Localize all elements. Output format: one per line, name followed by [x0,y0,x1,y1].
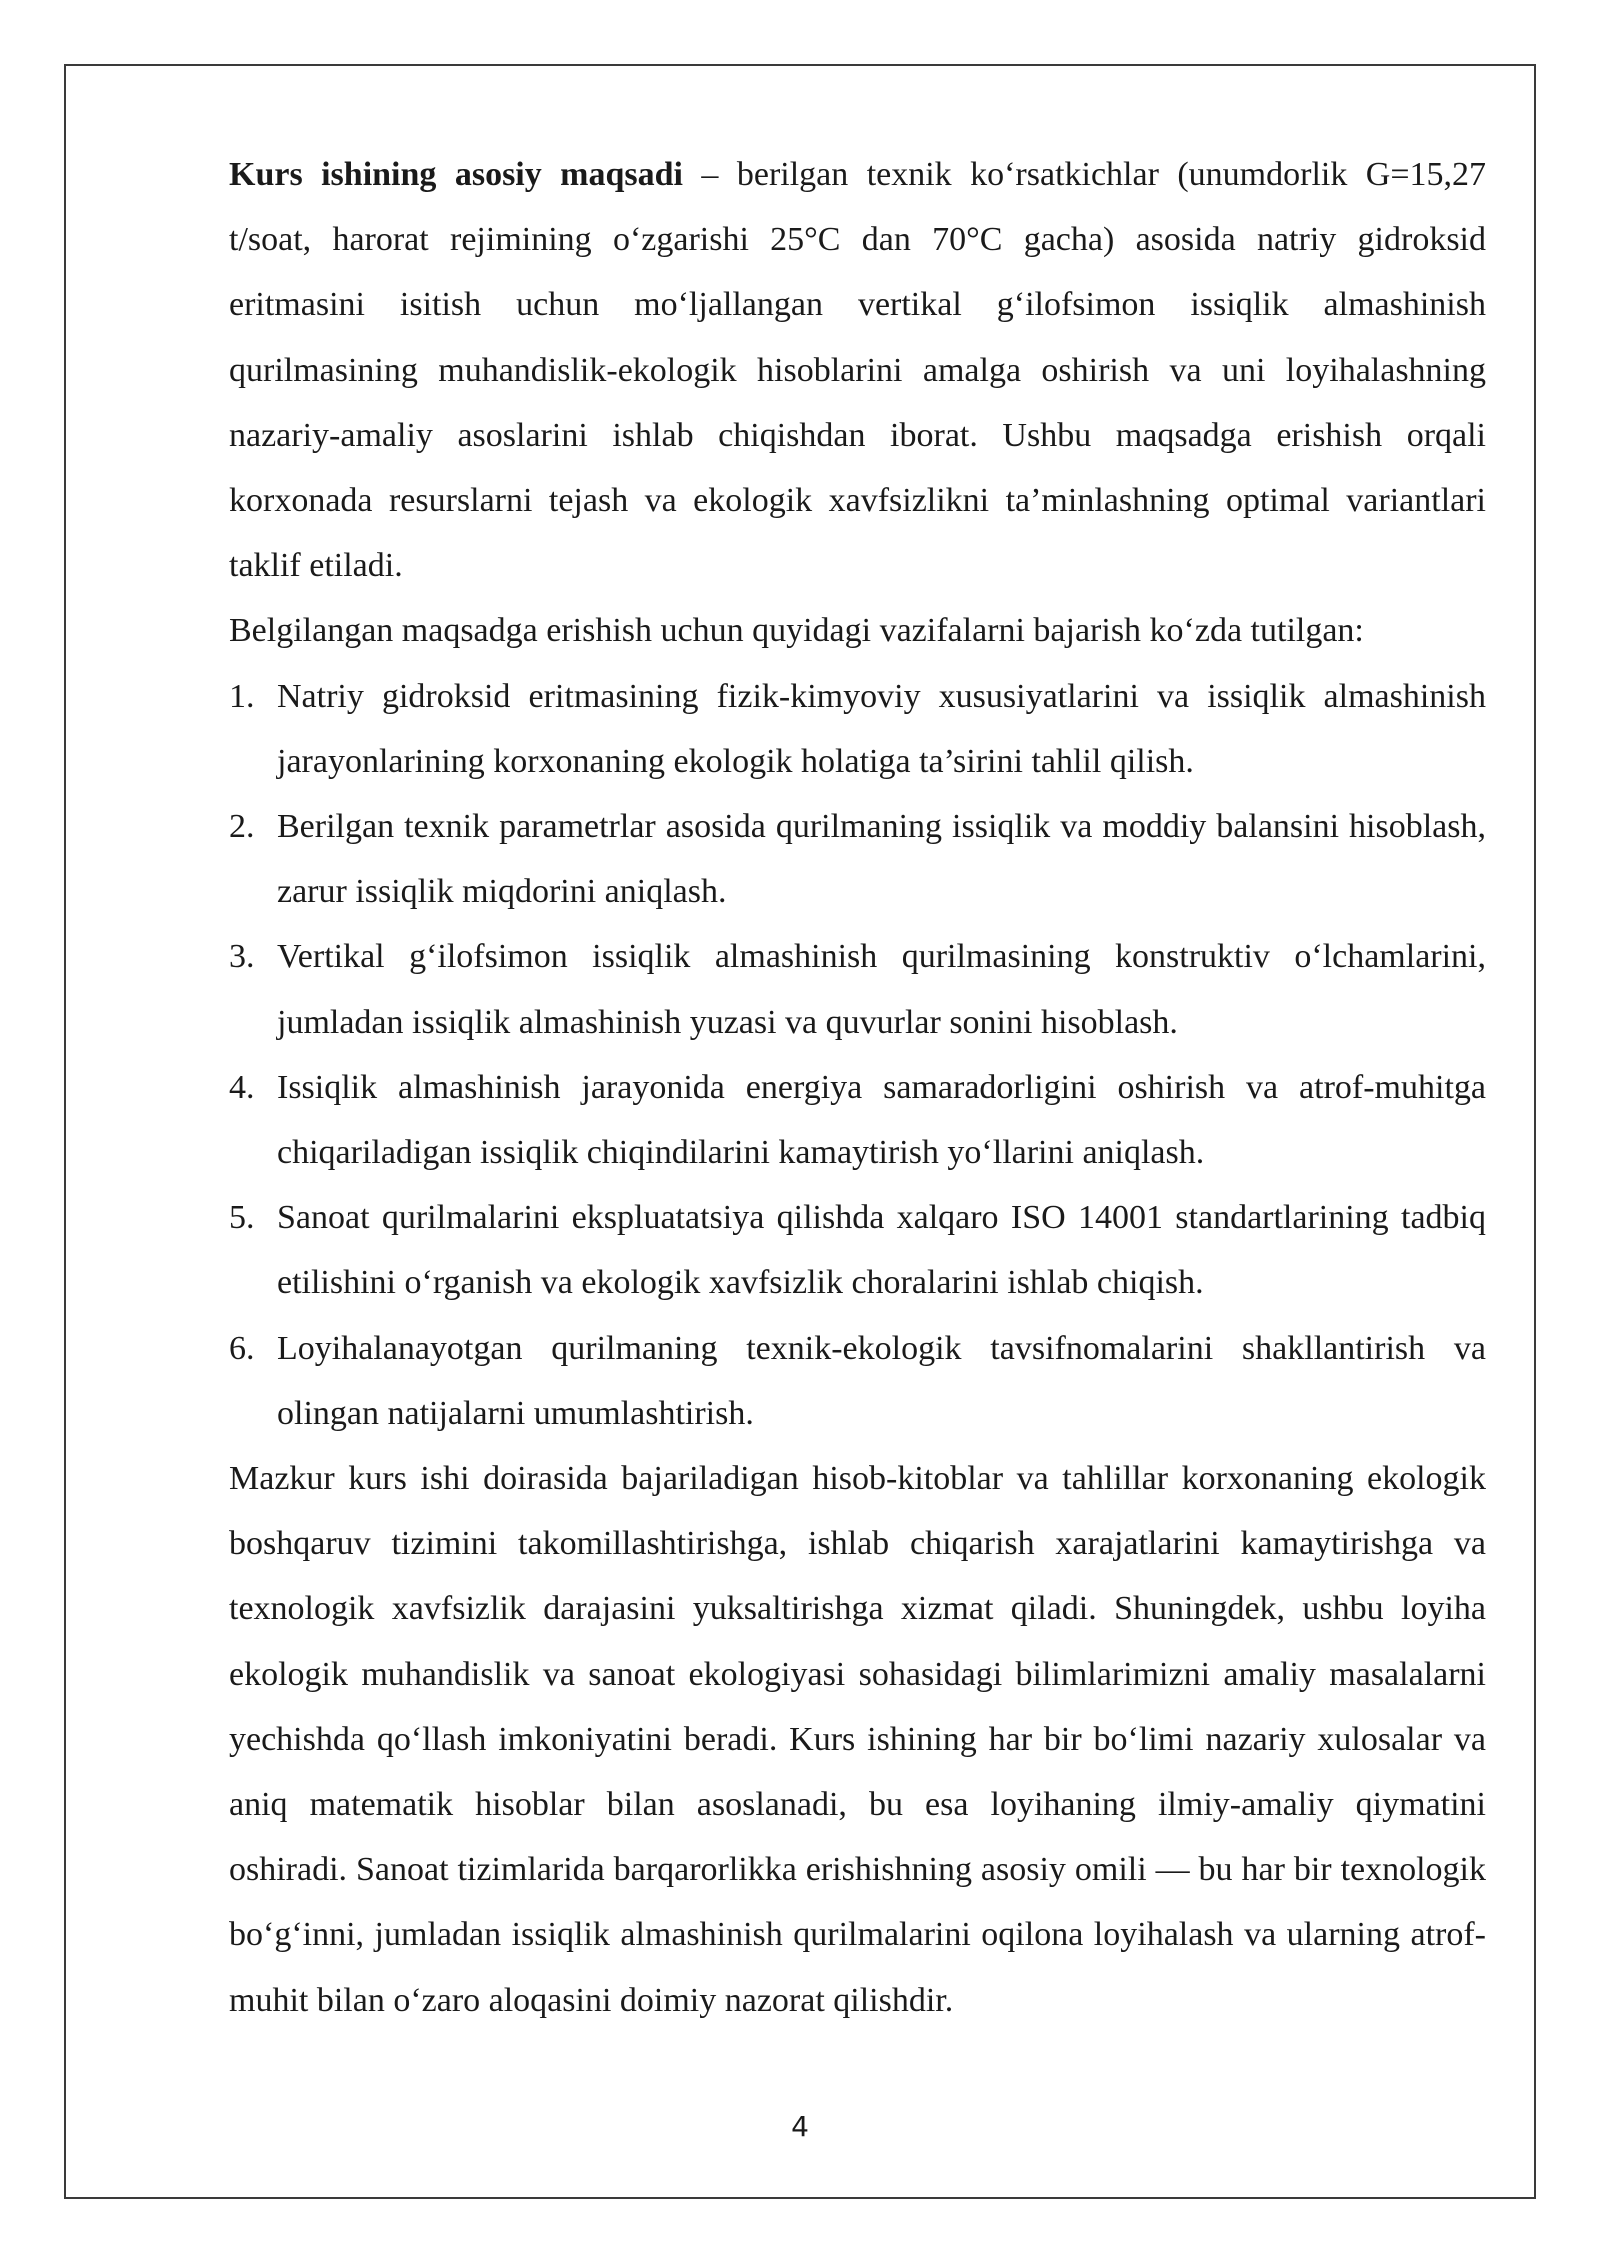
intro-text: – berilgan texnik ko‘rsatkichlar (unumdorlik G=15,27 t/soat, harorat rejimining o‘zgarishi 25°C dan 70°C gacha) asosida natriy gidroksid eritmasini isitish uchun mo‘ljallangan vertikal g‘ilofsimon issiqlik almashinish qurilmasining muhandislik-ekologik hisoblarini amalga oshirish va uni loyihalashning nazariy-amaliy asoslarini ishlab chiqishdan iborat. Ushbu maqsadga erishish orqali korxonada resurslarni tejash va ekologik xavfsizlikni ta’minlashning optimal variantlari taklif etiladi. [229,156,1486,585]
list-item-number: 3. [229,938,255,976]
list-item [229,664,1486,794]
list-item-number: 1. [229,677,255,715]
list-item-number: 6. [229,1329,255,1367]
list-item-text: Natriy gidroksid eritmasining fizik-kimyoviy xususiyatlarini va issiqlik almashinish jarayonlarining korxonaning ekologik holatiga ta’sirini tahlil qilish. [277,677,1486,780]
list-item-number: 2. [229,808,255,846]
conclusion-paragraph: Mazkur kurs ishi doirasida bajariladigan hisob-kitoblar va tahlillar korxonaning ekologik boshqaruv tizimini takomillashtirishga, ishlab chiqarish xarajatlarini kamaytirishga va texnologik xavfsizlik darajasini yuksaltirishga xizmat qiladi. Shuningdek, ushbu loyiha ekologik muhandislik va sanoat ekologiyasi sohasidagi bilimlarimizni amaliy masalalarni yechishda qo‘llash imkoniyatini beradi. Kurs ishining har bir bo‘limi nazariy xulosalar va aniq matematik hisoblar bilan asoslanadi, bu esa loyihaning ilmiy-amaliy qiymatini oshiradi. Sanoat tizimlarida barqarorlikka erishishning asosiy omili — bu har bir texnologik bo‘g‘inni, jumladan issiqlik almashinish qurilmalarini oqilona loyihalash va ularning atrof-muhit bilan o‘zaro aloqasini doimiy nazorat qilishdir. [229,1460,1486,2019]
list-item-number: 5. [229,1199,255,1237]
list-item-text: Sanoat qurilmalarini ekspluatatsiya qilishda xalqaro ISO 14001 standartlarining tadbiq etilishini o‘rganish va ekologik xavfsizlik choralarini ishlab chiqish. [277,1199,1486,1302]
list-item-text: Vertikal g‘ilofsimon issiqlik almashinish qurilmasining konstruktiv o‘lchamlarini, jumladan issiqlik almashinish yuzasi va quvurlar sonini hisoblash. [277,938,1486,1041]
list-item-text: Berilgan texnik parametrlar asosida qurilmaning issiqlik va moddiy balansini hisoblash, zarur issiqlik miqdorini aniqlash. [277,808,1486,911]
list-item-text: Loyihalanayotgan qurilmaning texnik-ekologik tavsifnomalarini shakllantirish va olingan natijalarni umumlashtirish. [277,1329,1486,1432]
page-number: 4 [791,2110,809,2143]
task-list [229,664,1486,1446]
list-item [229,924,1486,1054]
list-item-text: Issiqlik almashinish jarayonida energiya samaradorligini oshirish va atrof-muhitga chiqariladigan issiqlik chiqindilarini kamaytirish yo‘llarini aniqlash. [277,1068,1486,1172]
list-item-number: 4. [229,1068,255,1106]
document-body [229,142,1486,2033]
list-item [229,1185,1486,1315]
list-item [229,794,1486,924]
list-item [229,1316,1486,1446]
intro-lead: Kurs ishining asosiy maqsadi [229,156,683,193]
intro-paragraph [229,142,1486,598]
tasks-intro: Belgilangan maqsadga erishish uchun quyidagi vazifalarni bajarish ko‘zda tutilgan: [229,612,1364,650]
list-item [229,1055,1486,1185]
